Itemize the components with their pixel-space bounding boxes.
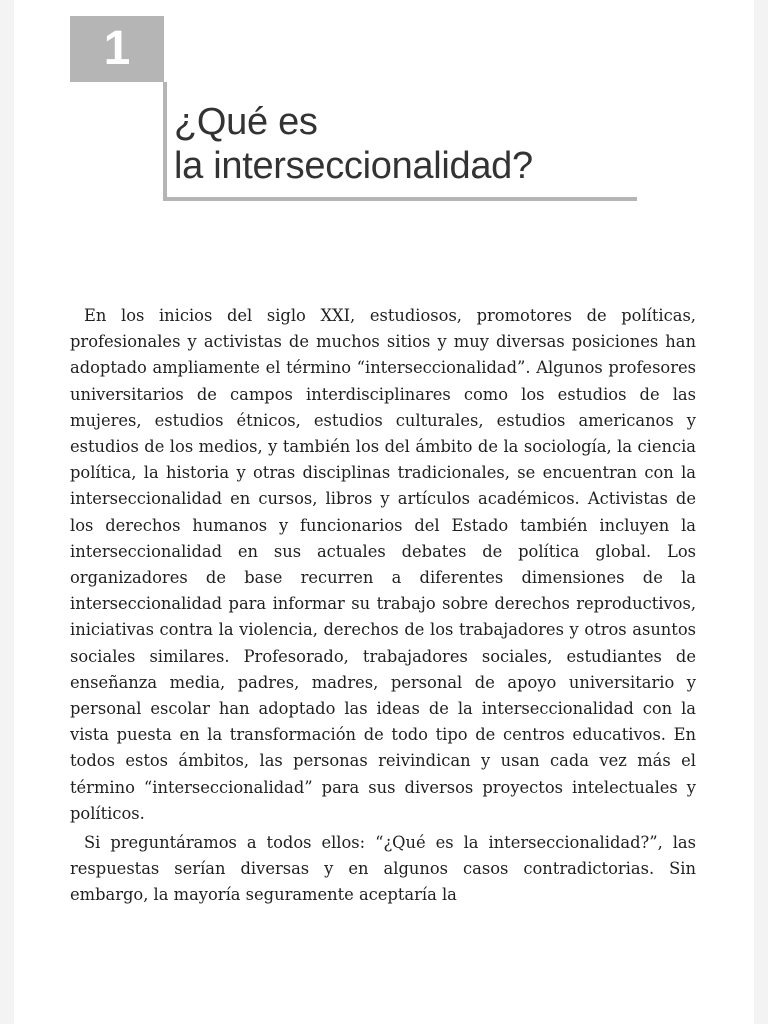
title-rule-horizontal bbox=[163, 197, 637, 201]
paragraph-2: Si preguntáramos a todos ellos: “¿Qué es la interseccionalidad?”, las respuestas serían diversas y en algunos casos contradictorias. Sin embargo, la mayoría seguramente aceptaría la bbox=[70, 833, 696, 905]
title-rule-vertical bbox=[163, 82, 167, 200]
paragraph-1: En los inicios del siglo XXI, estudiosos, promotores de políticas, profesionales y activistas de muchos sitios y muy diversas posiciones han adoptado ampliamente el término “interseccionalidad”. Algunos profesores universitarios de campos interdisciplinares como los estudios de las mujeres, estudios étnicos, estudios culturales, estudios americanos y estudios de los medios, y también los del ámbito de la sociología, la ciencia política, la historia y otras disciplinas tradicionales, se encuentran con la interseccionalidad en cursos, libros y artículos académicos. Activistas de los derechos humanos y funcionarios del Estado también incluyen la interseccionalidad en sus actuales debates de política global. Los organizadores de base recurren a diferentes dimensiones de la interseccionalidad para informar su trabajo sobre derechos reproductivos, iniciativas contra la violencia, derechos de los trabajadores y otros asuntos sociales similares. Profesorado, trabajadores sociales, estudiantes de enseñanza media, padres, madres, personal de apoyo universitario y personal escolar han adoptado las ideas de la interseccionalidad con la vista puesta en la transformación de todo tipo de centros educativos. En todos estos ámbitos, las personas reivindican y usan cada vez más el término “interseccionalidad” para sus diversos proyectos intelectuales y políticos. bbox=[70, 306, 696, 823]
body-text bbox=[70, 303, 696, 909]
chapter-number-box bbox=[70, 16, 164, 82]
chapter-title-line-1: ¿Qué es bbox=[174, 101, 318, 143]
book-page bbox=[14, 0, 754, 1024]
chapter-title-line-2: la interseccionalidad? bbox=[174, 145, 533, 187]
chapter-number: 1 bbox=[103, 22, 131, 75]
chapter-title bbox=[174, 100, 644, 188]
